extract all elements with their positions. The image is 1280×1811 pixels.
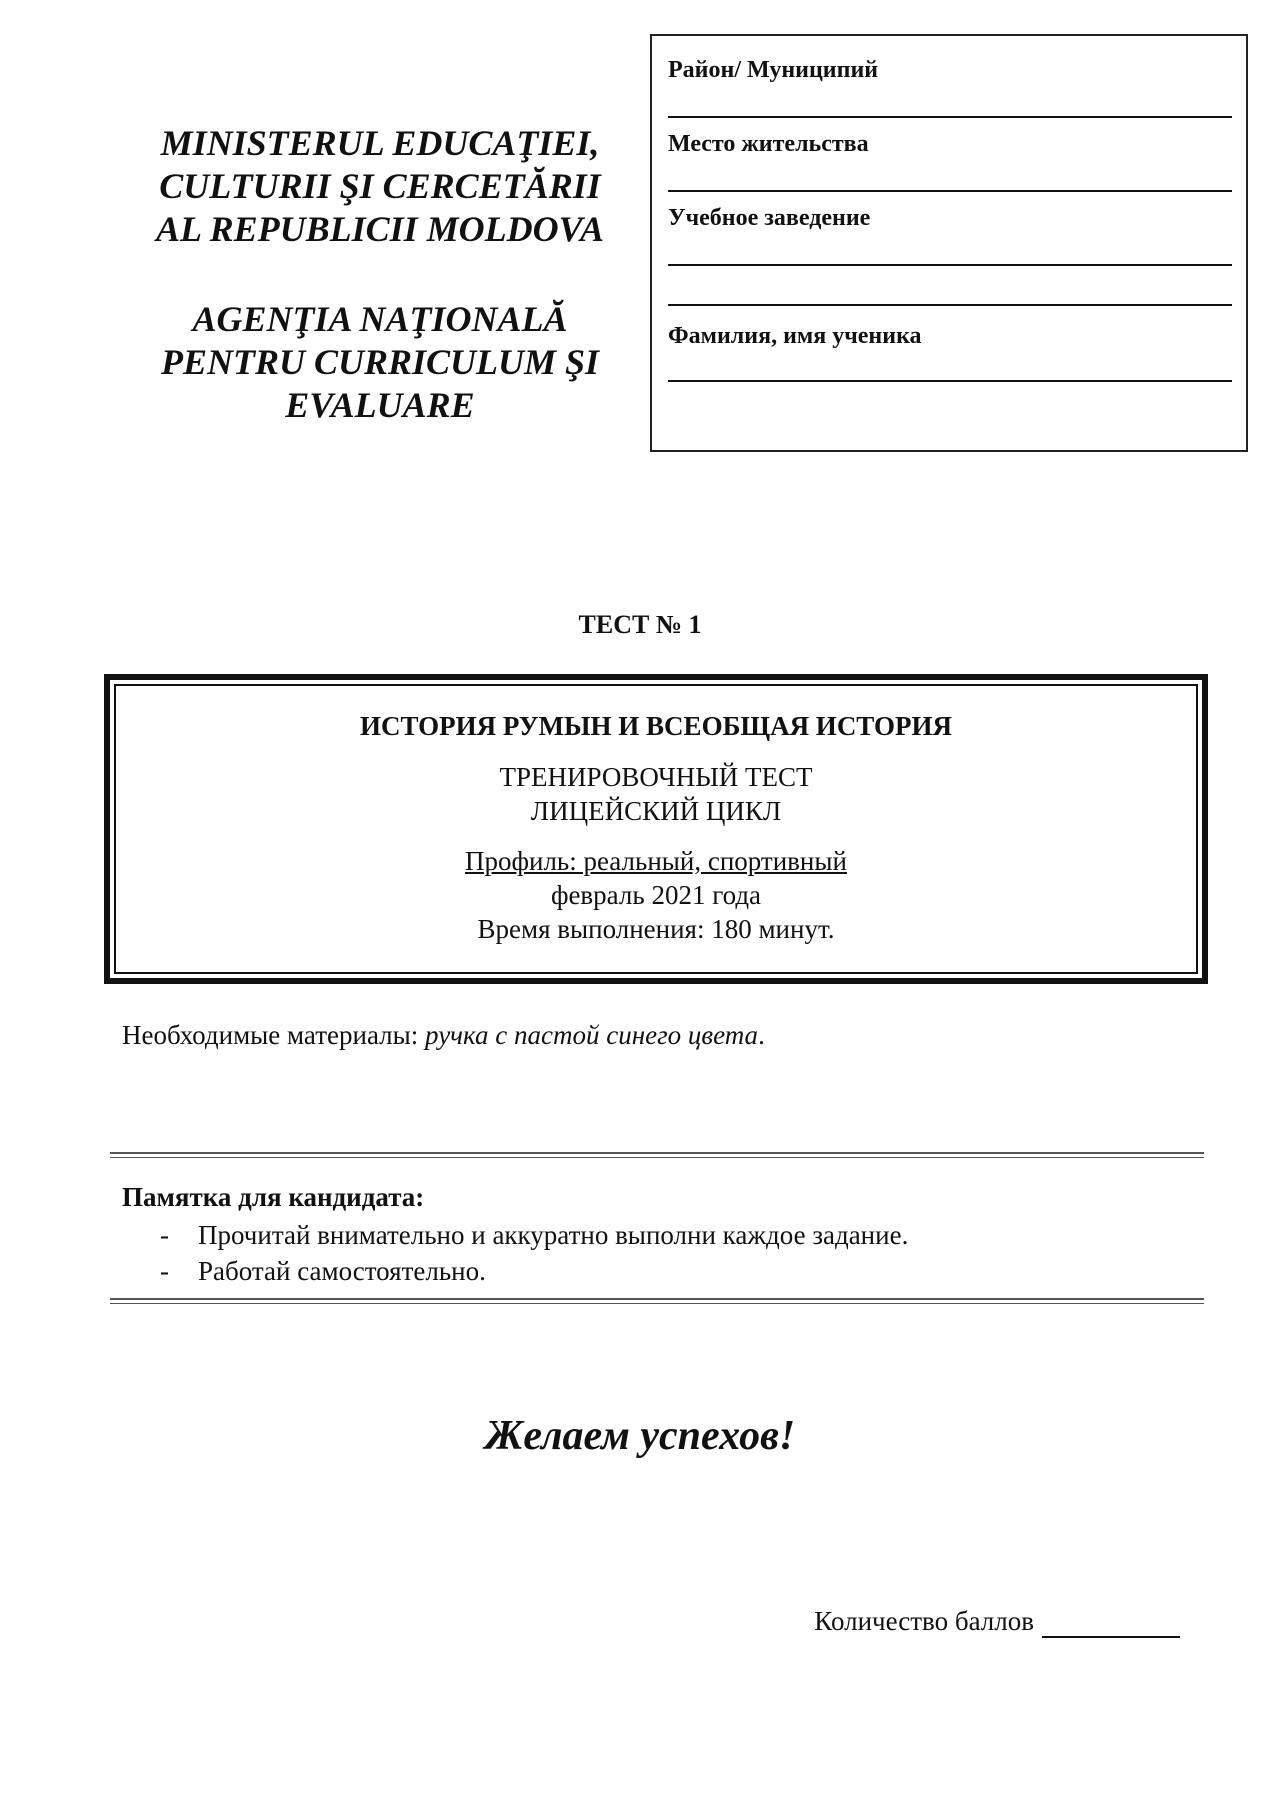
test-profile: [116, 844, 1196, 878]
good-luck-message: Желаем успехов!: [484, 1413, 796, 1459]
school-field[interactable]: [668, 264, 1232, 266]
dash-bullet: -: [160, 1256, 169, 1286]
memo-item-text: Работай самостоятельно.: [198, 1256, 486, 1286]
dash-bullet: -: [160, 1220, 169, 1250]
agency-line: AGENŢIA NAŢIONALĂ: [192, 299, 568, 339]
test-type: ТРЕНИРОВОЧНЫЙ ТЕСТ: [499, 762, 813, 792]
score-field: [814, 1604, 1180, 1638]
test-cycle: ЛИЦЕЙСКИЙ ЦИКЛ: [530, 796, 782, 826]
profile-text: Профиль: реальный, спортивный: [465, 846, 847, 876]
memo-item: [160, 1217, 908, 1253]
student-name-field[interactable]: [668, 380, 1232, 382]
memo-list: [160, 1217, 908, 1289]
test-number: ТЕСТ № 1: [578, 610, 702, 639]
materials-value: ручка с пастой синего цвета: [425, 1020, 759, 1050]
memo-item-text: Прочитай внимательно и аккуратно выполни каждое задание.: [198, 1220, 909, 1250]
district-label: Район/ Муниципий: [668, 57, 879, 83]
materials-label: Необходимые материалы:: [122, 1020, 426, 1050]
school-label: Учебное заведение: [668, 205, 871, 231]
divider-bottom: [110, 1298, 1204, 1304]
divider-top: [110, 1152, 1204, 1158]
ministry-name: [120, 122, 640, 251]
student-info-box: [650, 34, 1248, 452]
memo-title: Памятка для кандидата:: [122, 1182, 425, 1212]
ministry-line: CULTURII ŞI CERCETĂRII: [159, 166, 601, 206]
agency-name: [120, 298, 640, 427]
district-field[interactable]: [668, 116, 1232, 118]
ministry-line: MINISTERUL EDUCAŢIEI,: [160, 123, 600, 163]
agency-line: EVALUARE: [285, 385, 475, 425]
test-date: февраль 2021 года: [550, 880, 762, 910]
required-materials: [122, 1018, 765, 1052]
score-label: Количество баллов: [814, 1606, 1034, 1636]
ministry-line: AL REPUBLICII MOLDOVA: [155, 209, 605, 249]
agency-line: PENTRU CURRICULUM ŞI: [160, 342, 600, 382]
materials-end: .: [758, 1020, 765, 1050]
test-title-inner: [114, 684, 1198, 974]
score-blank[interactable]: [1042, 1610, 1180, 1638]
test-subject: ИСТОРИЯ РУМЫН И ВСЕОБЩАЯ ИСТОРИЯ: [360, 711, 952, 741]
test-title-frame: [104, 674, 1208, 984]
residence-field[interactable]: [668, 190, 1232, 192]
memo-item: [160, 1253, 908, 1289]
student-name-label: Фамилия, имя ученика: [668, 323, 922, 349]
residence-label: Место жительства: [668, 131, 869, 157]
school-field-extra[interactable]: [668, 304, 1232, 306]
test-duration: Время выполнения: 180 минут.: [477, 914, 835, 944]
